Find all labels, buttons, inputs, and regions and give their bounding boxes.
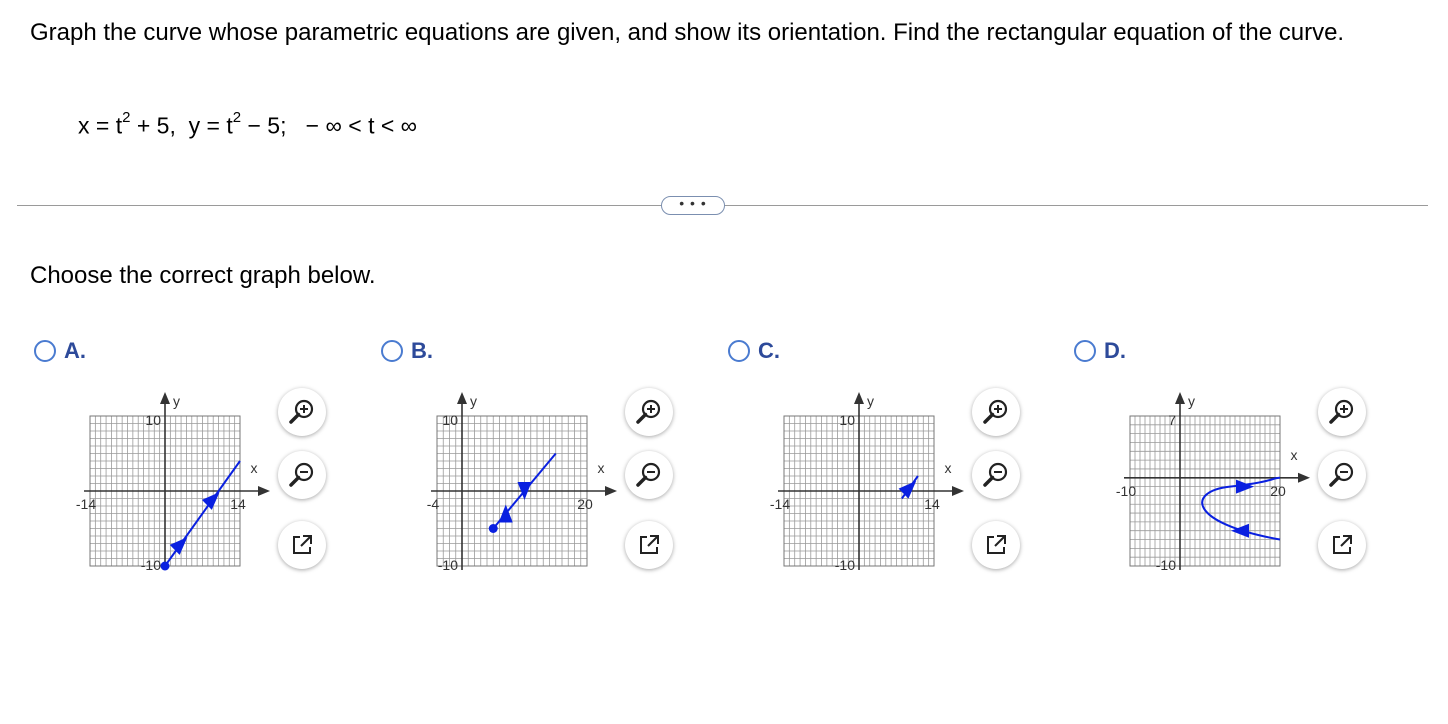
zoom-out-button[interactable] [278, 451, 326, 499]
radio-option-d[interactable] [1074, 340, 1096, 362]
x-axis-label: x [944, 460, 952, 476]
option-a-label[interactable] [34, 338, 86, 364]
tick-label-top: 7 [1168, 412, 1176, 428]
more-button[interactable]: • • • [661, 196, 725, 215]
tick-label-top: 10 [442, 412, 458, 428]
start-point [161, 562, 170, 571]
tick-label-right: 14 [230, 496, 246, 512]
x-axis-label: x [250, 460, 258, 476]
tick-label-right: 14 [924, 496, 940, 512]
tick-label-bottom: -10 [437, 557, 458, 573]
tick-label-top: 10 [839, 412, 855, 428]
option-letter: C. [758, 338, 780, 363]
zoom-in-button[interactable] [625, 388, 673, 436]
graph-c [756, 386, 1006, 586]
option-letter: B. [411, 338, 433, 363]
option-letter: D. [1104, 338, 1126, 363]
open-new-window-button[interactable] [278, 521, 326, 569]
tick-label-bottom: -10 [140, 557, 161, 573]
prompt-text: Choose the correct graph below. [30, 262, 376, 289]
zoom-out-button[interactable] [625, 451, 673, 499]
zoom-out-icon [981, 460, 1011, 490]
zoom-in-button[interactable] [278, 388, 326, 436]
x-axis-label: x [597, 460, 605, 476]
open-new-window-button[interactable] [972, 521, 1020, 569]
y-axis-label: y [173, 393, 180, 409]
x-axis-arrow [258, 486, 270, 496]
option-c-label[interactable] [728, 338, 780, 364]
open-new-window-icon [290, 533, 314, 557]
open-new-window-icon [1330, 533, 1354, 557]
zoom-out-button[interactable] [1318, 451, 1366, 499]
graph-b [409, 386, 659, 586]
y-axis-label: y [470, 393, 477, 409]
tick-label-left: -14 [769, 496, 791, 512]
y-axis-label: y [1188, 393, 1195, 409]
zoom-out-button[interactable] [972, 451, 1020, 499]
radio-option-c[interactable] [728, 340, 750, 362]
tick-label-bottom: -10 [834, 557, 855, 573]
tick-label-left: -10 [1115, 482, 1137, 499]
y-axis-label: y [867, 393, 874, 409]
y-axis-arrow [1175, 392, 1185, 404]
tick-label-left: -4 [426, 496, 440, 512]
open-new-window-button[interactable] [1318, 521, 1366, 569]
radio-option-b[interactable] [381, 340, 403, 362]
radio-option-a[interactable] [34, 340, 56, 362]
x-axis-arrow [1298, 473, 1310, 483]
option-b-label[interactable] [381, 338, 433, 364]
y-axis-arrow [457, 392, 467, 404]
tick-label-top: 10 [145, 412, 161, 428]
y-axis-arrow [854, 392, 864, 404]
x-axis-arrow [605, 486, 617, 496]
start-point [489, 524, 498, 533]
open-new-window-button[interactable] [625, 521, 673, 569]
x-axis-arrow [952, 486, 964, 496]
tick-label-bottom: -10 [1155, 557, 1176, 573]
graph-a [62, 386, 312, 586]
open-new-window-icon [637, 533, 661, 557]
zoom-in-icon [634, 397, 664, 427]
zoom-in-icon [981, 397, 1011, 427]
zoom-out-icon [634, 460, 664, 490]
graph-d [1102, 386, 1352, 586]
parametric-equation: $x = t^2 + 5$, $y = t^2 - 5$; − ∞ < t < ∞ [78, 109, 418, 139]
zoom-in-button[interactable] [1318, 388, 1366, 436]
tick-label-right: 20 [1270, 482, 1286, 499]
open-new-window-icon [984, 533, 1008, 557]
option-d-label[interactable] [1074, 338, 1126, 364]
question-text: Graph the curve whose parametric equations are given, and show its orientation. Find the rectangular equation of the curve. [30, 19, 1345, 46]
y-axis-arrow [160, 392, 170, 404]
tick-label-left: -14 [75, 496, 97, 512]
zoom-out-icon [287, 460, 317, 490]
zoom-in-icon [287, 397, 317, 427]
tick-label-right: 20 [577, 496, 593, 512]
option-letter: A. [64, 338, 86, 363]
zoom-in-icon [1327, 397, 1357, 427]
zoom-in-button[interactable] [972, 388, 1020, 436]
zoom-out-icon [1327, 460, 1357, 490]
x-axis-label: x [1290, 446, 1298, 463]
